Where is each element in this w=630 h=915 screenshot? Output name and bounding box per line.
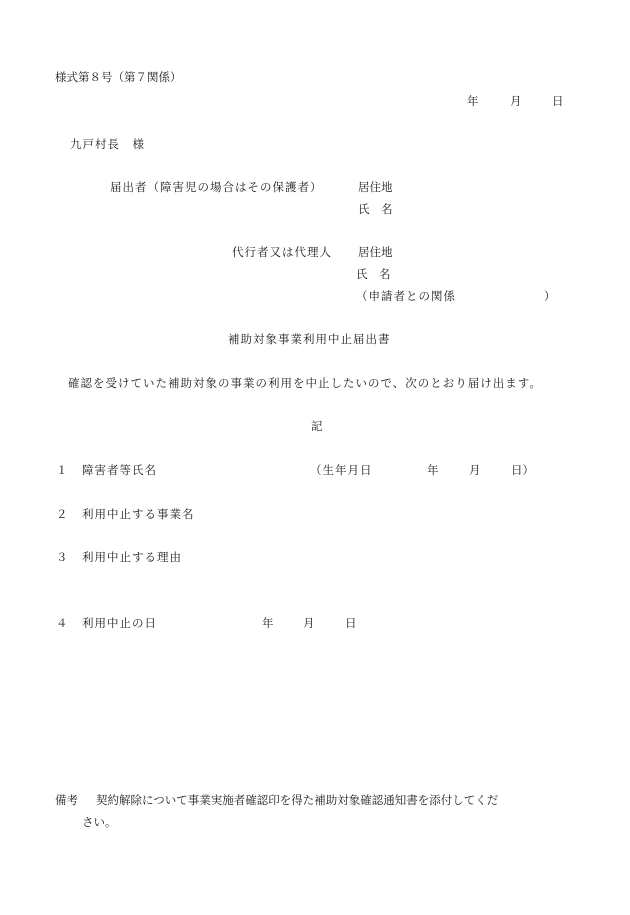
remarks-label: 備考 [55,793,78,807]
notifier-address-label: 居住地 [358,180,393,194]
item1-label: 障害者等氏名 [82,463,157,477]
document-title: 補助対象事業利用中止届出書 [228,332,391,346]
agent-address-label: 居住地 [358,245,393,259]
item1-number: １ [56,463,68,477]
date-month-label: 月 [510,94,522,108]
remarks-line1: 契約解除について事業実施者確認印を得た補助対象確認通知書を添付してくだ [96,793,499,807]
item4-day-label: 日 [345,616,357,630]
body-text: 確認を受けていた補助対象の事業の利用を中止したいので、次のとおり届け出ます。 [68,376,542,390]
item4-number: ４ [56,616,68,630]
form-number: 様式第８号（第７関係） [55,70,182,84]
agent-relation-label: （申請者との関係 [356,289,456,303]
item1-month-label: 月 [469,463,481,477]
ki-mark: 記 [311,419,323,433]
addressee: 九戸村長 様 [70,137,145,151]
item4-label: 利用中止の日 [82,616,157,630]
item1-day-label: 日） [511,463,534,477]
item2-number: ２ [56,507,68,521]
item2-label: 利用中止する事業名 [82,507,195,521]
item3-label: 利用中止する理由 [82,550,182,564]
item1-year-label: 年 [427,463,439,477]
date-day-label: 日 [552,94,564,108]
item4-month-label: 月 [303,616,315,630]
notifier-name-label: 氏 名 [358,202,393,216]
agent-relation-close: ） [544,289,556,303]
item4-year-label: 年 [262,616,274,630]
date-year-label: 年 [467,94,479,108]
agent-name-label: 氏 名 [356,267,391,281]
agent-label: 代行者又は代理人 [232,245,332,259]
remarks-line2: さい。 [82,815,117,829]
item3-number: ３ [56,550,68,564]
item1-birth-label: （生年月日 [310,463,373,477]
notifier-label: 届出者（障害児の場合はその保護者） [110,180,323,194]
